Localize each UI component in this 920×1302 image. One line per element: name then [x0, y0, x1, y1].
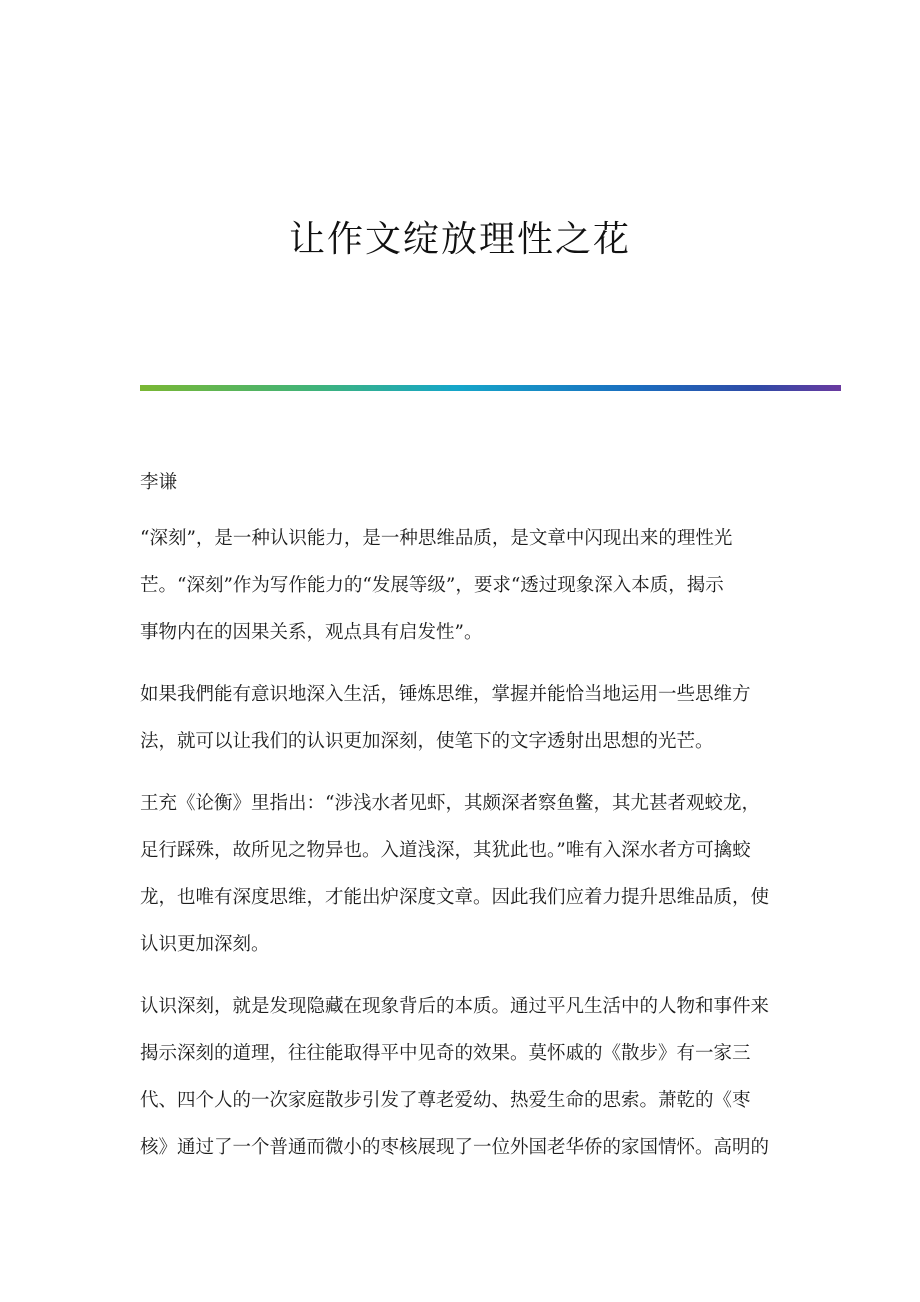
author-line: 李谦 — [140, 472, 178, 493]
document-body — [140, 466, 780, 1186]
document-title: 让作文绽放理性之花 — [288, 219, 631, 260]
text-line: 认识深刻，就是发现隐藏在现象背后的本质。通过平凡生活中的人物和事件来 — [140, 996, 770, 1017]
text-line: 事物内在的因果关系，观点具有启发性”。 — [140, 622, 483, 643]
text-line: 核》通过了一个普通而微小的枣核展现了一位外国老华侨的家国情怀。高明的 — [140, 1137, 770, 1158]
paragraph-4 — [140, 983, 780, 1171]
text-line: 代、四个人的一次家庭散步引发了尊老爱幼、热爱生命的思索。萧乾的《枣 — [140, 1090, 751, 1111]
text-line: 法，就可以让我们的认识更加深刻，使笔下的文字透射出思想的光芒。 — [140, 731, 714, 752]
text-line: 芒。“深刻”作为写作能力的“发展等级”，要求“透过现象深入本质，揭示 — [140, 575, 724, 596]
paragraph-1 — [140, 515, 780, 656]
text-line: 揭示深刻的道理，往往能取得平中见奇的效果。莫怀戚的《散步》有一家三 — [140, 1043, 751, 1064]
paragraph-3 — [140, 780, 780, 968]
paragraph-2 — [140, 671, 780, 765]
text-line: 认识更加深刻。 — [140, 934, 270, 955]
author-name — [140, 466, 780, 500]
text-line: 足行踩殊，故所见之物异也。入道浅深，其犹此也。”唯有入深水者方可擒蛟 — [140, 840, 751, 861]
text-line: “深刻”，是一种认识能力，是一种思维品质，是文章中闪现出来的理性光 — [140, 528, 733, 549]
text-line: 如果我們能有意识地深入生活，锤炼思维，掌握并能恰当地运用一些思维方 — [140, 684, 751, 705]
text-line: 龙，也唯有深度思维，才能出炉深度文章。因此我们应着力提升思维品质，使 — [140, 887, 770, 908]
text-line: 王充《论衡》里指出：“涉浅水者见虾，其颇深者察鱼鳖，其尤甚者观蛟龙， — [140, 793, 760, 814]
title-divider-bar — [140, 385, 841, 391]
